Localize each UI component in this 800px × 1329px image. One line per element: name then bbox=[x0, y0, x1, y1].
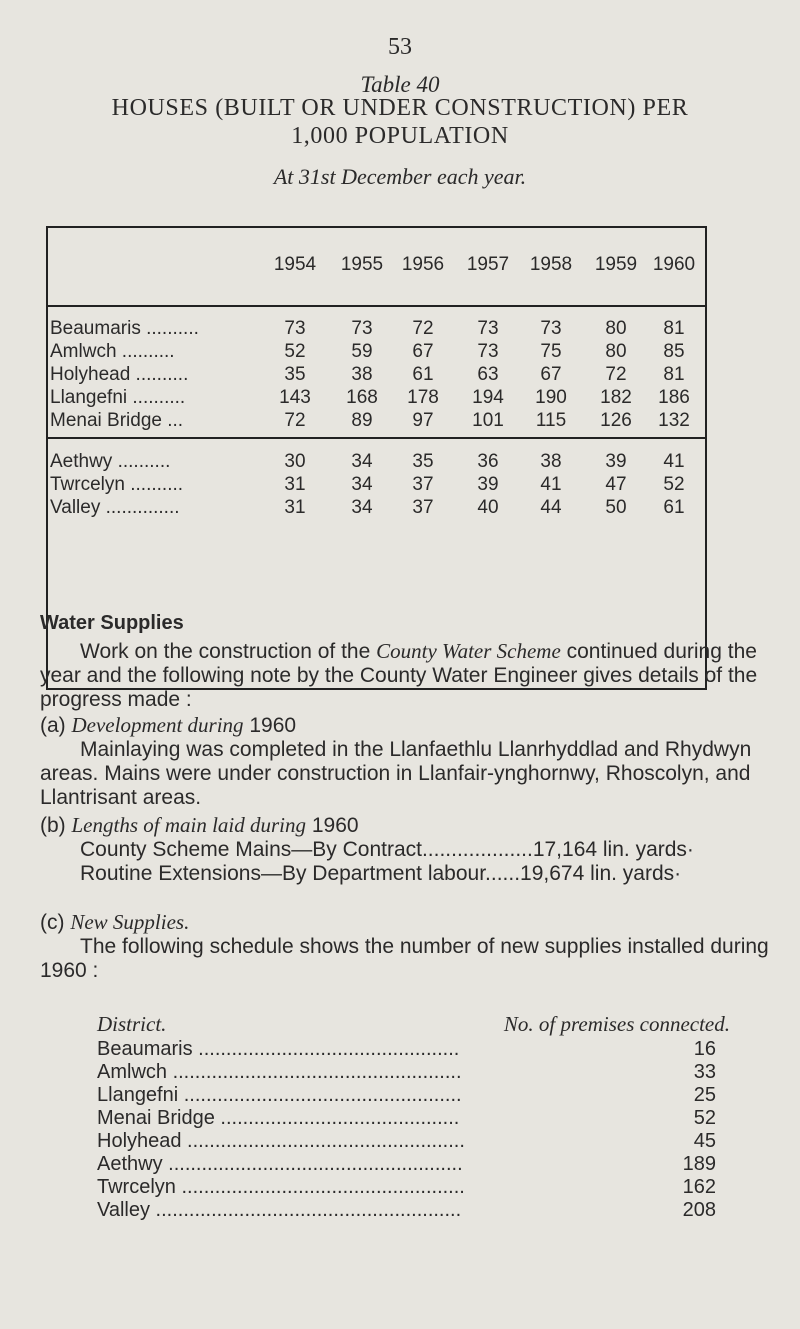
table-cell: 31 bbox=[284, 474, 306, 495]
schedule-count: 25 bbox=[693, 1084, 716, 1106]
table-cell: 40 bbox=[477, 497, 499, 518]
year-header: 1955 bbox=[340, 254, 384, 275]
table-cell: 35 bbox=[284, 364, 306, 385]
table-cell: 41 bbox=[540, 474, 562, 495]
table-cell: 31 bbox=[284, 497, 306, 518]
table-cell: 67 bbox=[412, 341, 434, 362]
table-cell: 115 bbox=[535, 410, 567, 431]
table-cell: 182 bbox=[600, 387, 632, 408]
table-cell: 36 bbox=[477, 451, 499, 472]
table-cell: 97 bbox=[412, 410, 434, 431]
schedule-row bbox=[97, 1107, 729, 1132]
district-label: Aethwy .......... bbox=[50, 451, 171, 472]
district-label: Valley .............. bbox=[50, 497, 180, 518]
table-cell: 80 bbox=[605, 341, 627, 362]
district-label: Menai Bridge ... bbox=[50, 410, 184, 431]
schedule-row bbox=[97, 1199, 729, 1224]
subsection-b-heading: (b) Lengths of main laid during 1960 bbox=[40, 813, 359, 837]
schedule-count: 208 bbox=[682, 1199, 716, 1221]
table-cell: 168 bbox=[346, 387, 378, 408]
schedule-row bbox=[97, 1061, 729, 1086]
table-cell: 73 bbox=[477, 341, 499, 362]
table-cell: 190 bbox=[535, 387, 567, 408]
county-scheme-mains-line: County Scheme Mains—By Contract...................17,164 lin. yards· bbox=[80, 838, 694, 861]
schedule-row bbox=[97, 1038, 729, 1063]
table-cell: 81 bbox=[663, 364, 685, 385]
page-number: 53 bbox=[388, 34, 412, 60]
table-cell: 52 bbox=[663, 474, 685, 495]
subsection-a-heading: (a) Development during 1960 bbox=[40, 713, 297, 737]
schedule-district: Llangefni .................................................. bbox=[97, 1084, 462, 1106]
table-cell: 35 bbox=[412, 451, 434, 472]
schedule-count: 33 bbox=[693, 1061, 716, 1083]
year-header: 1956 bbox=[401, 254, 445, 275]
table-cell: 186 bbox=[658, 387, 690, 408]
district-label: Amlwch .......... bbox=[50, 341, 175, 362]
table-cell: 80 bbox=[605, 318, 627, 339]
table-title-line2: 1,000 POPULATION bbox=[291, 123, 509, 149]
table-cell: 101 bbox=[472, 410, 504, 431]
subsection-c-heading: (c) New Supplies. bbox=[40, 910, 190, 934]
table-cell: 73 bbox=[540, 318, 562, 339]
schedule-row bbox=[97, 1176, 729, 1201]
subsection-c-text: The following schedule shows the number of new supplies installed during 1960 : bbox=[40, 935, 769, 982]
schedule-district-header: District. bbox=[97, 1012, 167, 1036]
table-cell: 34 bbox=[351, 474, 373, 495]
intro-paragraph: Work on the construction of the County Water Scheme continued during the year and the following note by the County Water Engineer gives details of the progress made : bbox=[40, 639, 758, 711]
table-cell: 47 bbox=[605, 474, 627, 495]
schedule-district: Beaumaris ............................................... bbox=[97, 1038, 460, 1060]
group-divider bbox=[48, 437, 705, 439]
table-cell: 38 bbox=[540, 451, 562, 472]
table-title-line1: HOUSES (BUILT OR UNDER CONSTRUCTION) PER bbox=[111, 95, 689, 121]
district-label: Twrcelyn .......... bbox=[50, 474, 184, 495]
table-cell: 34 bbox=[351, 451, 373, 472]
table-cell: 37 bbox=[412, 474, 434, 495]
schedule-district: Valley ....................................................... bbox=[97, 1199, 462, 1221]
table-row bbox=[48, 341, 705, 365]
table-row bbox=[48, 474, 705, 498]
table-cell: 44 bbox=[540, 497, 562, 518]
table-row bbox=[48, 451, 705, 475]
table-cell: 72 bbox=[605, 364, 627, 385]
table-cell: 50 bbox=[605, 497, 627, 518]
year-header: 1959 bbox=[594, 254, 638, 275]
table-cell: 143 bbox=[279, 387, 311, 408]
table-subtitle: At 31st December each year. bbox=[273, 164, 527, 189]
schedule-district: Menai Bridge ........................................... bbox=[97, 1107, 460, 1129]
schedule-count: 162 bbox=[682, 1176, 716, 1198]
table-cell: 178 bbox=[407, 387, 439, 408]
routine-extensions-line: Routine Extensions—By Department labour......19,674 lin. yards· bbox=[80, 862, 682, 885]
table-cell: 72 bbox=[284, 410, 306, 431]
table-row bbox=[48, 497, 705, 521]
table-cell: 75 bbox=[540, 341, 562, 362]
table-cell: 39 bbox=[477, 474, 499, 495]
table-cell: 73 bbox=[284, 318, 306, 339]
schedule-count: 16 bbox=[693, 1038, 716, 1060]
table-cell: 126 bbox=[600, 410, 632, 431]
table-row bbox=[48, 387, 705, 411]
schedule-count: 52 bbox=[693, 1107, 716, 1129]
table-cell: 39 bbox=[605, 451, 627, 472]
table-cell: 85 bbox=[663, 341, 685, 362]
table-cell: 194 bbox=[472, 387, 504, 408]
schedule-row bbox=[97, 1084, 729, 1109]
schedule-row bbox=[97, 1130, 729, 1155]
district-label: Llangefni .......... bbox=[50, 387, 186, 408]
table-row bbox=[48, 318, 705, 342]
schedule-count: 45 bbox=[693, 1130, 716, 1152]
subsection-a-text: Mainlaying was completed in the Llanfaethlu Llanrhyddlad and Rhydwyn areas. Mains were under construction in Llanfair-ynghornwy, Rhoscolyn, and Llantrisant areas. bbox=[40, 738, 752, 809]
table-caption: Table 40 bbox=[360, 72, 440, 97]
table-cell: 37 bbox=[412, 497, 434, 518]
table-cell: 67 bbox=[540, 364, 562, 385]
table-header-row bbox=[48, 254, 705, 278]
schedule-count: 189 bbox=[682, 1153, 716, 1175]
table-cell: 61 bbox=[663, 497, 685, 518]
table-cell: 132 bbox=[658, 410, 690, 431]
table-cell: 59 bbox=[351, 341, 373, 362]
table-cell: 63 bbox=[477, 364, 499, 385]
schedule-district: Twrcelyn ................................................... bbox=[97, 1176, 465, 1198]
table-cell: 38 bbox=[351, 364, 373, 385]
table-cell: 34 bbox=[351, 497, 373, 518]
table-cell: 41 bbox=[663, 451, 685, 472]
table-cell: 73 bbox=[351, 318, 373, 339]
section-heading-water-supplies: Water Supplies bbox=[40, 612, 184, 634]
schedule-row bbox=[97, 1153, 729, 1178]
year-header: 1960 bbox=[652, 254, 696, 275]
table-cell: 73 bbox=[477, 318, 499, 339]
schedule-district: Aethwy ..................................................... bbox=[97, 1153, 463, 1175]
table-cell: 72 bbox=[412, 318, 434, 339]
table-cell: 81 bbox=[663, 318, 685, 339]
year-header: 1954 bbox=[273, 254, 317, 275]
header-divider bbox=[48, 305, 705, 307]
table-cell: 61 bbox=[412, 364, 434, 385]
table-cell: 89 bbox=[351, 410, 373, 431]
table-row bbox=[48, 410, 705, 434]
district-label: Holyhead .......... bbox=[50, 364, 189, 385]
year-header: 1957 bbox=[466, 254, 510, 275]
district-label: Beaumaris .......... bbox=[50, 318, 199, 339]
table-row bbox=[48, 364, 705, 388]
table-cell: 52 bbox=[284, 341, 306, 362]
schedule-premises-header: No. of premises connected. bbox=[503, 1012, 730, 1036]
year-header: 1958 bbox=[529, 254, 573, 275]
schedule-district: Amlwch .................................................... bbox=[97, 1061, 462, 1083]
table-cell: 30 bbox=[284, 451, 306, 472]
schedule-district: Holyhead .................................................. bbox=[97, 1130, 465, 1152]
